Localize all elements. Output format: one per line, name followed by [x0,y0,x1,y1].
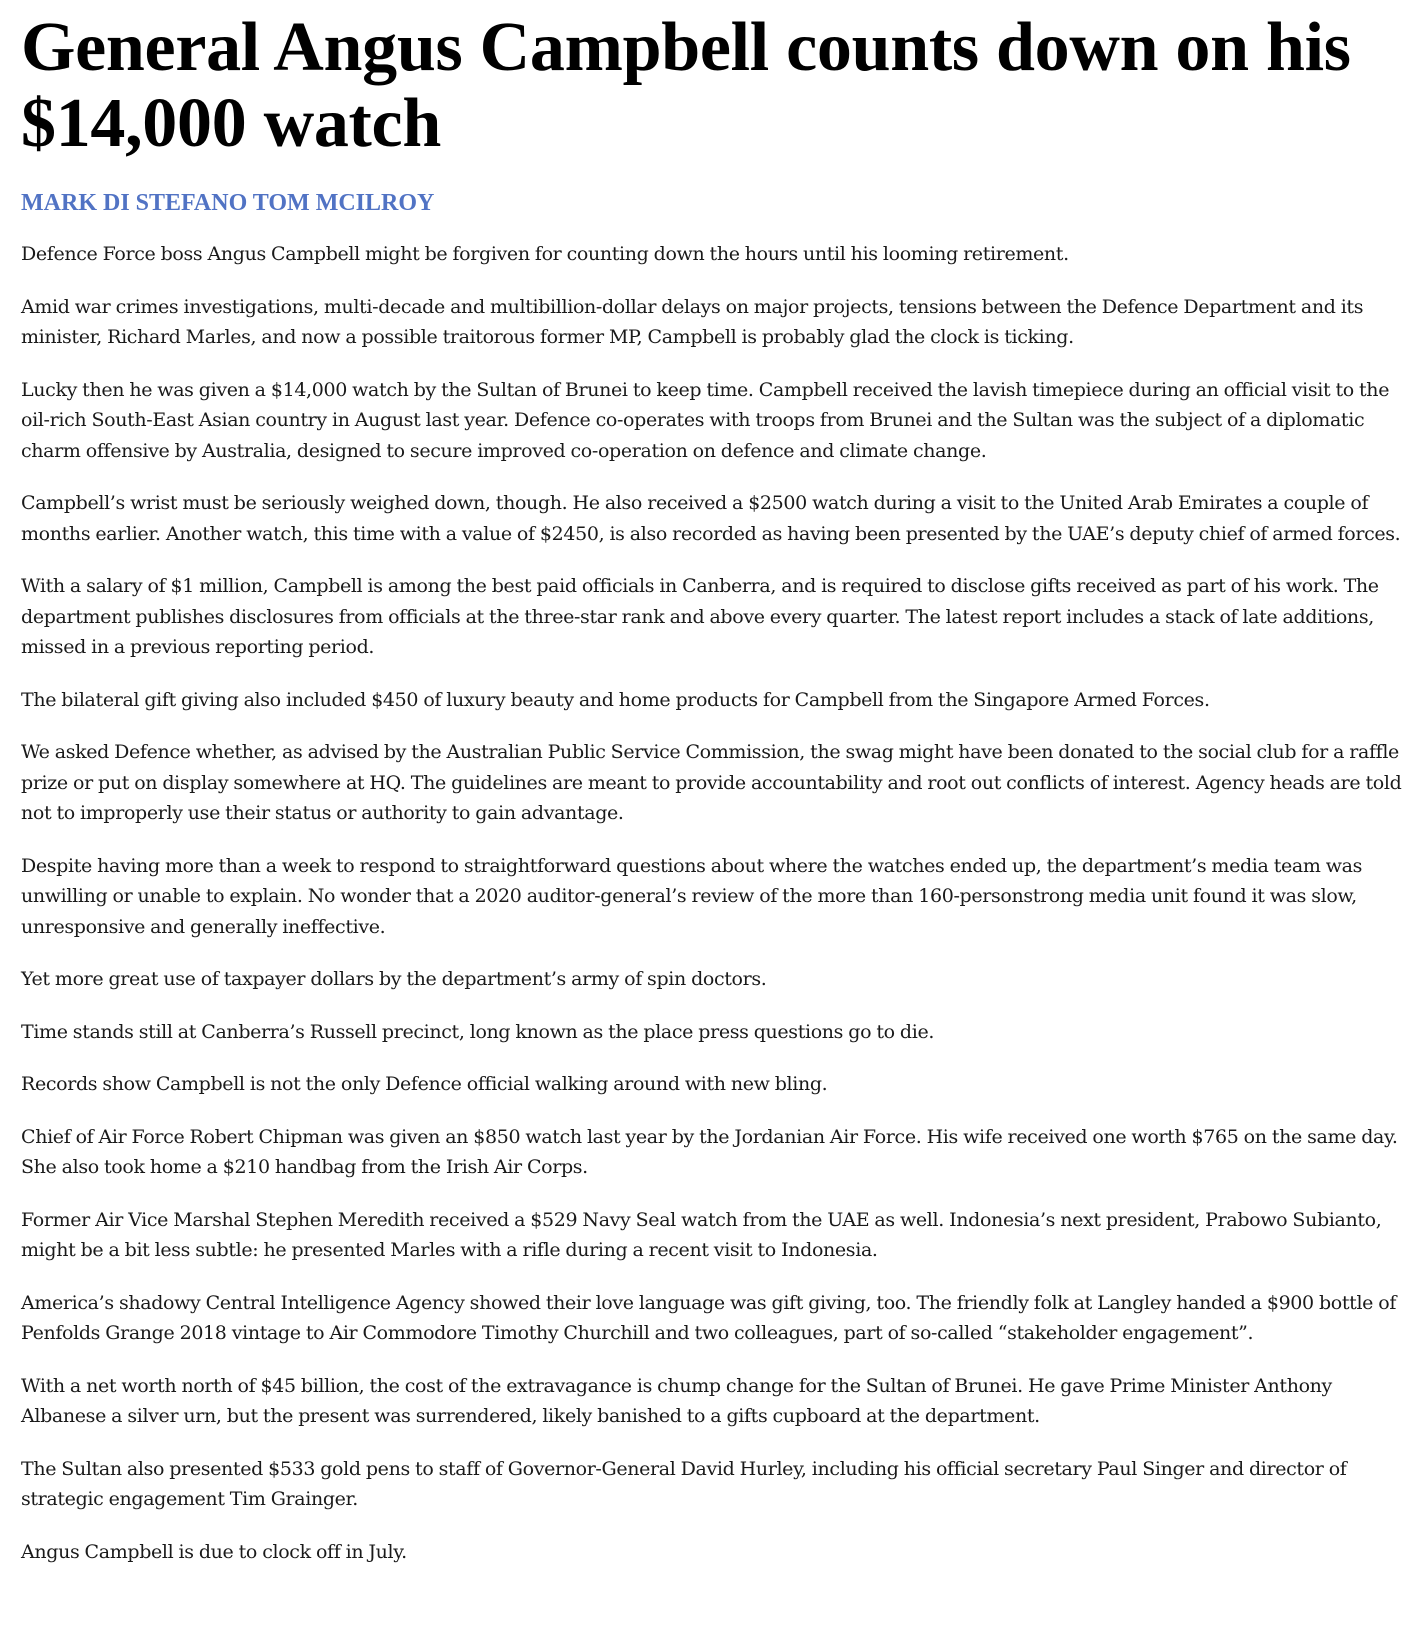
article-paragraph: Lucky then he was given a $14,000 watch by the Sultan of Brunei to keep time. Campbell received the lavish timepiece during an official visit to the oil-rich South-East Asian country in August last year. Defence co-operates with troops from Brunei and the Sultan was the subject of a diplomatic charm offensive by Australia, designed to secure improved co-operation on defence and climate change. [21,378,1390,462]
article-paragraph: Former Air Vice Marshal Stephen Meredith received a $529 Navy Seal watch from the UAE as well. Indonesia’s next president, Prabowo Subianto, might be a bit less subtle: he presented Marles with a rifle during a recent visit to Indonesia. [21,1208,1382,1261]
article-headline: General Angus Campbell counts down on his $14,000 watch [21,9,1351,162]
article-paragraph: With a net worth north of $45 billion, the cost of the extravagance is chump change for the Sultan of Brunei. He gave Prime Minister Anthony Albanese a silver urn, but the present was surrendered, likely banished to a gifts cupboard at the department. [21,1374,1332,1427]
article-paragraph: Chief of Air Force Robert Chipman was given an $850 watch last year by the Jordanian Air Force. His wife received one worth $765 on the same day. She also took home a $210 handbag from the Irish Air Corps. [21,1125,1398,1178]
article-paragraph: America’s shadowy Central Intelligence Agency showed their love language was gift giving, too. The friendly folk at Langley handed a $900 bottle of Penfolds Grange 2018 vintage to Air Commodore Timothy Churchill and two colleagues, part of so-called “stakeholder engagement”. [21,1291,1397,1344]
article-paragraph: Records show Campbell is not the only Defence official walking around with new bling. [21,1073,828,1095]
article-paragraph: Angus Campbell is due to clock off in July. [21,1540,407,1563]
article-paragraph: The Sultan also presented $533 gold pens to staff of Governor-General David Hurley, including his official secretary Paul Singer and director of strategic engagement Tim Grainger. [21,1457,1347,1510]
article-paragraph: Campbell’s wrist must be seriously weighed down, though. He also received a $2500 watch during a visit to the United Arab Emirates a couple of months earlier. Another watch, this time with a value of $2450, is also recorded as having been presented by the UAE’s deputy chief of armed forces. [21,492,1401,545]
article-paragraph: Time stands still at Canberra’s Russell precinct, long known as the place press questions go to die. [21,1020,935,1043]
article-body [21,239,1416,1567]
article-paragraph: The bilateral gift giving also included $450 of luxury beauty and home products for Campbell from the Singapore Armed Forces. [21,688,1210,711]
article [21,10,1416,1589]
article-paragraph: We asked Defence whether, as advised by the Australian Public Service Commission, the swag might have been donated to the social club for a raffle prize or put on display somewhere at HQ. The guidelines are meant to provide accountability and root out conflicts of interest. Agency heads are told not to improperly use their status or authority to gain advantage. [21,741,1402,824]
article-paragraph: Yet more great use of taxpayer dollars by the department’s army of spin doctors. [21,968,767,990]
article-paragraph: Defence Force boss Angus Campbell might be forgiven for counting down the hours until his looming retirement. [21,243,1069,265]
article-paragraph: With a salary of $1 million, Campbell is among the best paid officials in Canberra, and is required to disclose gifts received as part of his work. The department publishes disclosures from officials at the three-star rank and above every quarter. The latest report includes a stack of late additions, missed in a previous reporting period. [21,575,1379,658]
article-byline[interactable]: MARK DI STEFANO TOM MCILROY [21,190,435,216]
article-paragraph: Amid war crimes investigations, multi-decade and multibillion-dollar delays on major projects, tensions between the Defence Department and its minister, Richard Marles, and now a possible traitorous former MP, Campbell is probably glad the clock is ticking. [21,295,1364,348]
article-paragraph: Despite having more than a week to respond to straightforward questions about where the watches ended up, the department’s media team was unwilling or unable to explain. No wonder that a 2020 auditor-general’s review of the more than 160-personstrong media unit found it was slow, unresponsive and generally ineffective. [21,854,1362,938]
